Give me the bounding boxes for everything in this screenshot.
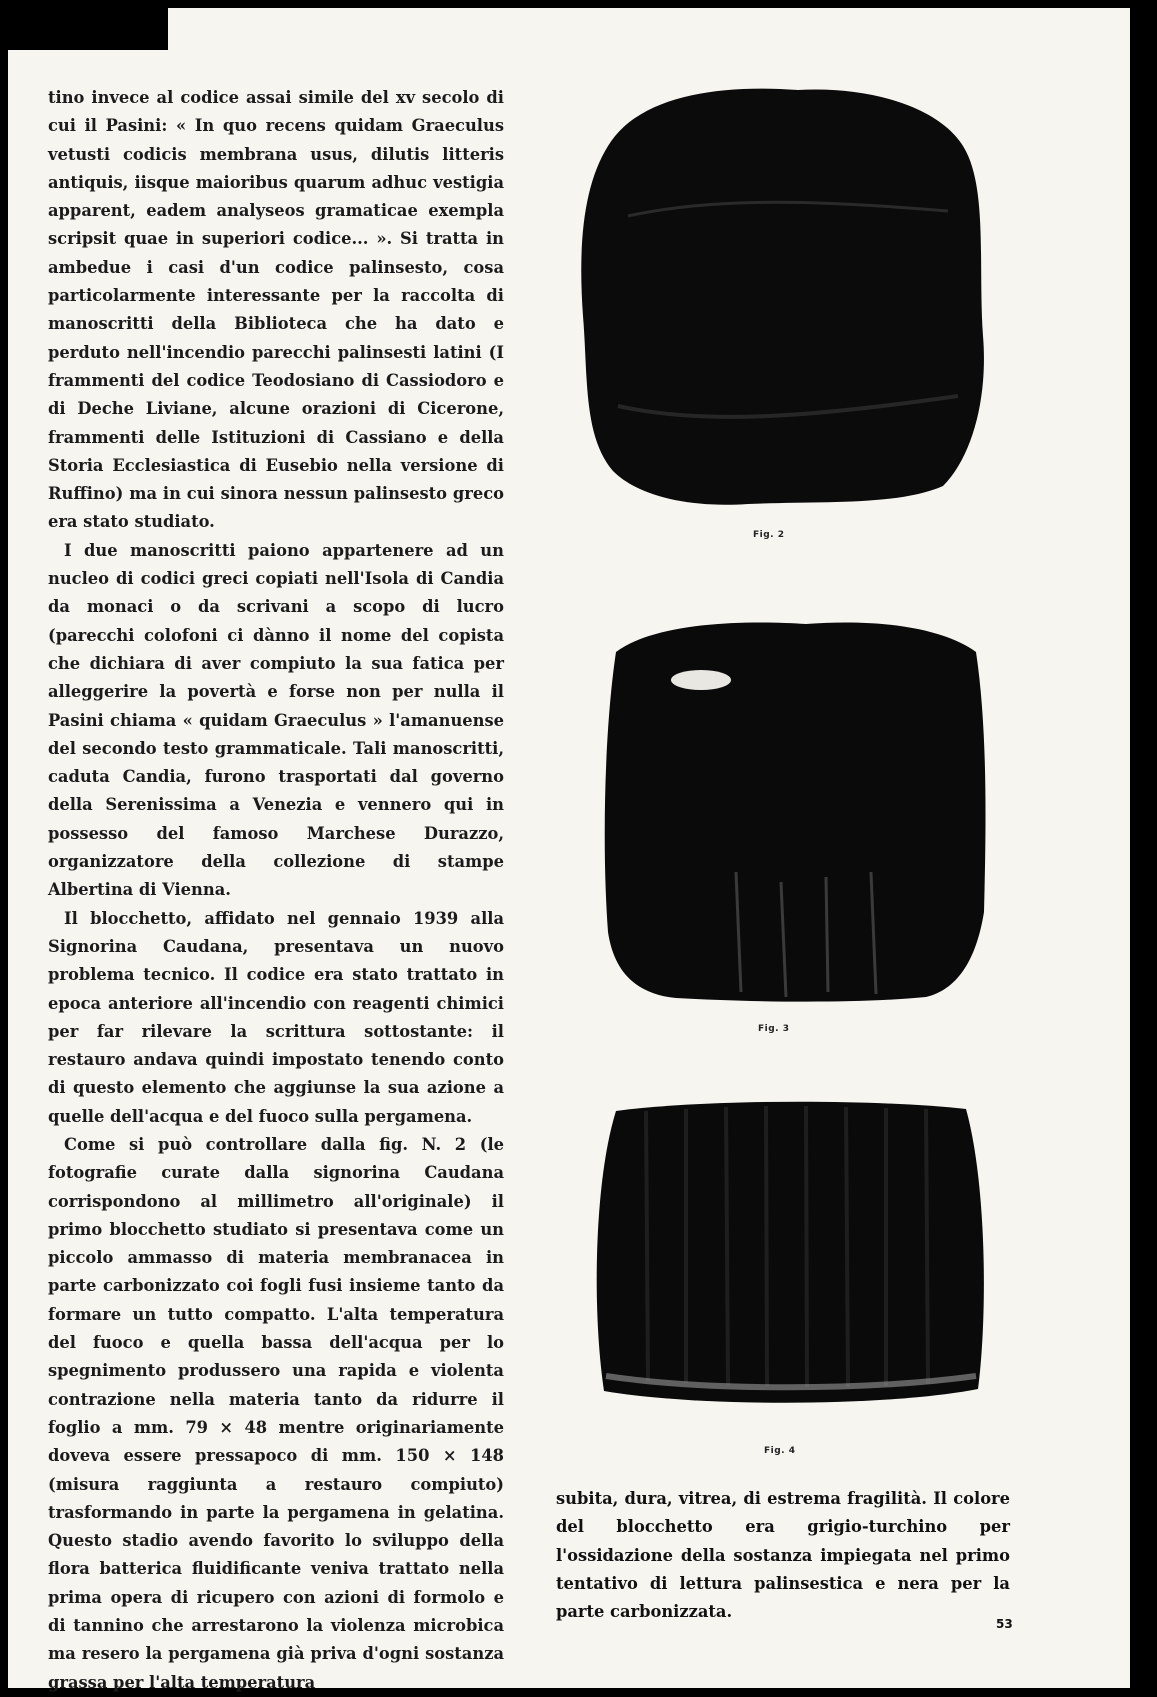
scanned-sheet [8, 8, 1130, 1692]
paragraph-2: I due manoscritti paiono appartenere ad un nucleo di codici greci copiati nell'Isola di Candia da monaci o da scrivani a scopo di lucro (parecchi colofoni ci dànno il nome del copista che dichiara di aver compiuto la sua fatica per alleggerire la povertà e forse non per nulla il Pasini chiama « quidam Graeculus » l'amanuense del secondo testo grammaticale. Tali manoscritti, caduta Candia, furono trasportati dal governo della Serenissima a Venezia e vennero qui in possesso del famoso Marchese Durazzo, organizzatore della collezione di stampe Albertina di Vienna. [48, 540, 504, 900]
figure-4-photo [586, 1091, 991, 1416]
page-number: 53 [996, 1617, 1013, 1631]
figure-2-caption: Fig. 2 [753, 530, 785, 540]
figure-2-photo [568, 76, 993, 516]
figure-3-photo [596, 612, 991, 1002]
figure-3-caption: Fig. 3 [758, 1024, 790, 1034]
paragraph-1: tino invece al codice assai simile del xv secolo di cui il Pasini: « In quo recens quidam Graeculus vetusti codicis membrana usus, dilutis litteris antiquis, iisque maioribus quarum adhuc vestigia apparent, eadem analyseos gramaticae exempla scripsit quae in superiori codice... ». Si tratta in ambedue i casi d'un codice palinsesto, cosa particolarmente interessante per la raccolta di manoscritti della Biblioteca che ha dato e perduto nell'incendio parecchi palinsesti latini (I frammenti del codice Teodosiano di Cassiodoro e di Deche Liviane, alcune orazioni di Cicerone, frammenti delle Istituzioni di Cassiano e della Storia Ecclesiastica di Eusebio nella versione di Ruffino) ma in cui sinora nessun palinsesto greco era stato studiato. [48, 88, 504, 532]
block-shape [605, 622, 986, 1001]
paragraph-3: Il blocchetto, affidato nel gennaio 1939 alla Signorina Caudana, presentava un nuovo problema tecnico. Il codice era stato trattato in epoca anteriore all'incendio con reagenti chimici per far rilevare la scrittura sottostante: il restauro andava quindi impostato tenendo conto di questo elemento che aggiunse la sua azione a quelle dell'acqua e del fuoco sulla pergamena. [48, 908, 504, 1126]
left-text-column [48, 84, 504, 1697]
charred-fragment-shape [581, 89, 984, 505]
right-bottom-paragraph: subita, dura, vitrea, di estrema fragilità. Il colore del blocchetto era grigio-turchino per l'ossidazione della sostanza impiegata nel primo tentativo di lettura palinsestica e nera per la parte carbonizzata. [556, 1489, 1010, 1622]
light-spot [671, 670, 731, 690]
figure-4-caption: Fig. 4 [764, 1446, 796, 1456]
scan-edge-shadow [8, 8, 168, 50]
paragraph-4: Come si può controllare dalla fig. N. 2 (le fotografie curate dalla signorina Caudana corrispondono al millimetro all'originale) il primo blocchetto studiato si presentava come un piccolo ammasso di materia membranacea in parte carbonizzato coi fogli fusi insieme tanto da formare un tutto compatto. L'alta temperatura del fuoco e quella bassa dell'acqua per lo spegnimento produssero una rapida e violenta contrazione nella materia tanto da ridurre il foglio a mm. 79 × 48 mentre originariamente doveva essere pressapoco di mm. 150 × 148 (misura raggiunta a restauro compiuto) trasformando in parte la pergamena in gelatina. Questo stadio avendo favorito lo sviluppo della flora batterica fluidificante veniva trattato nella prima opera di ricupero con azioni di formolo e di tannino che arrestarono la violenza microbica ma resero la pergamena già priva d'ogni sostanza grassa per l'alta temperatura [48, 1134, 504, 1692]
